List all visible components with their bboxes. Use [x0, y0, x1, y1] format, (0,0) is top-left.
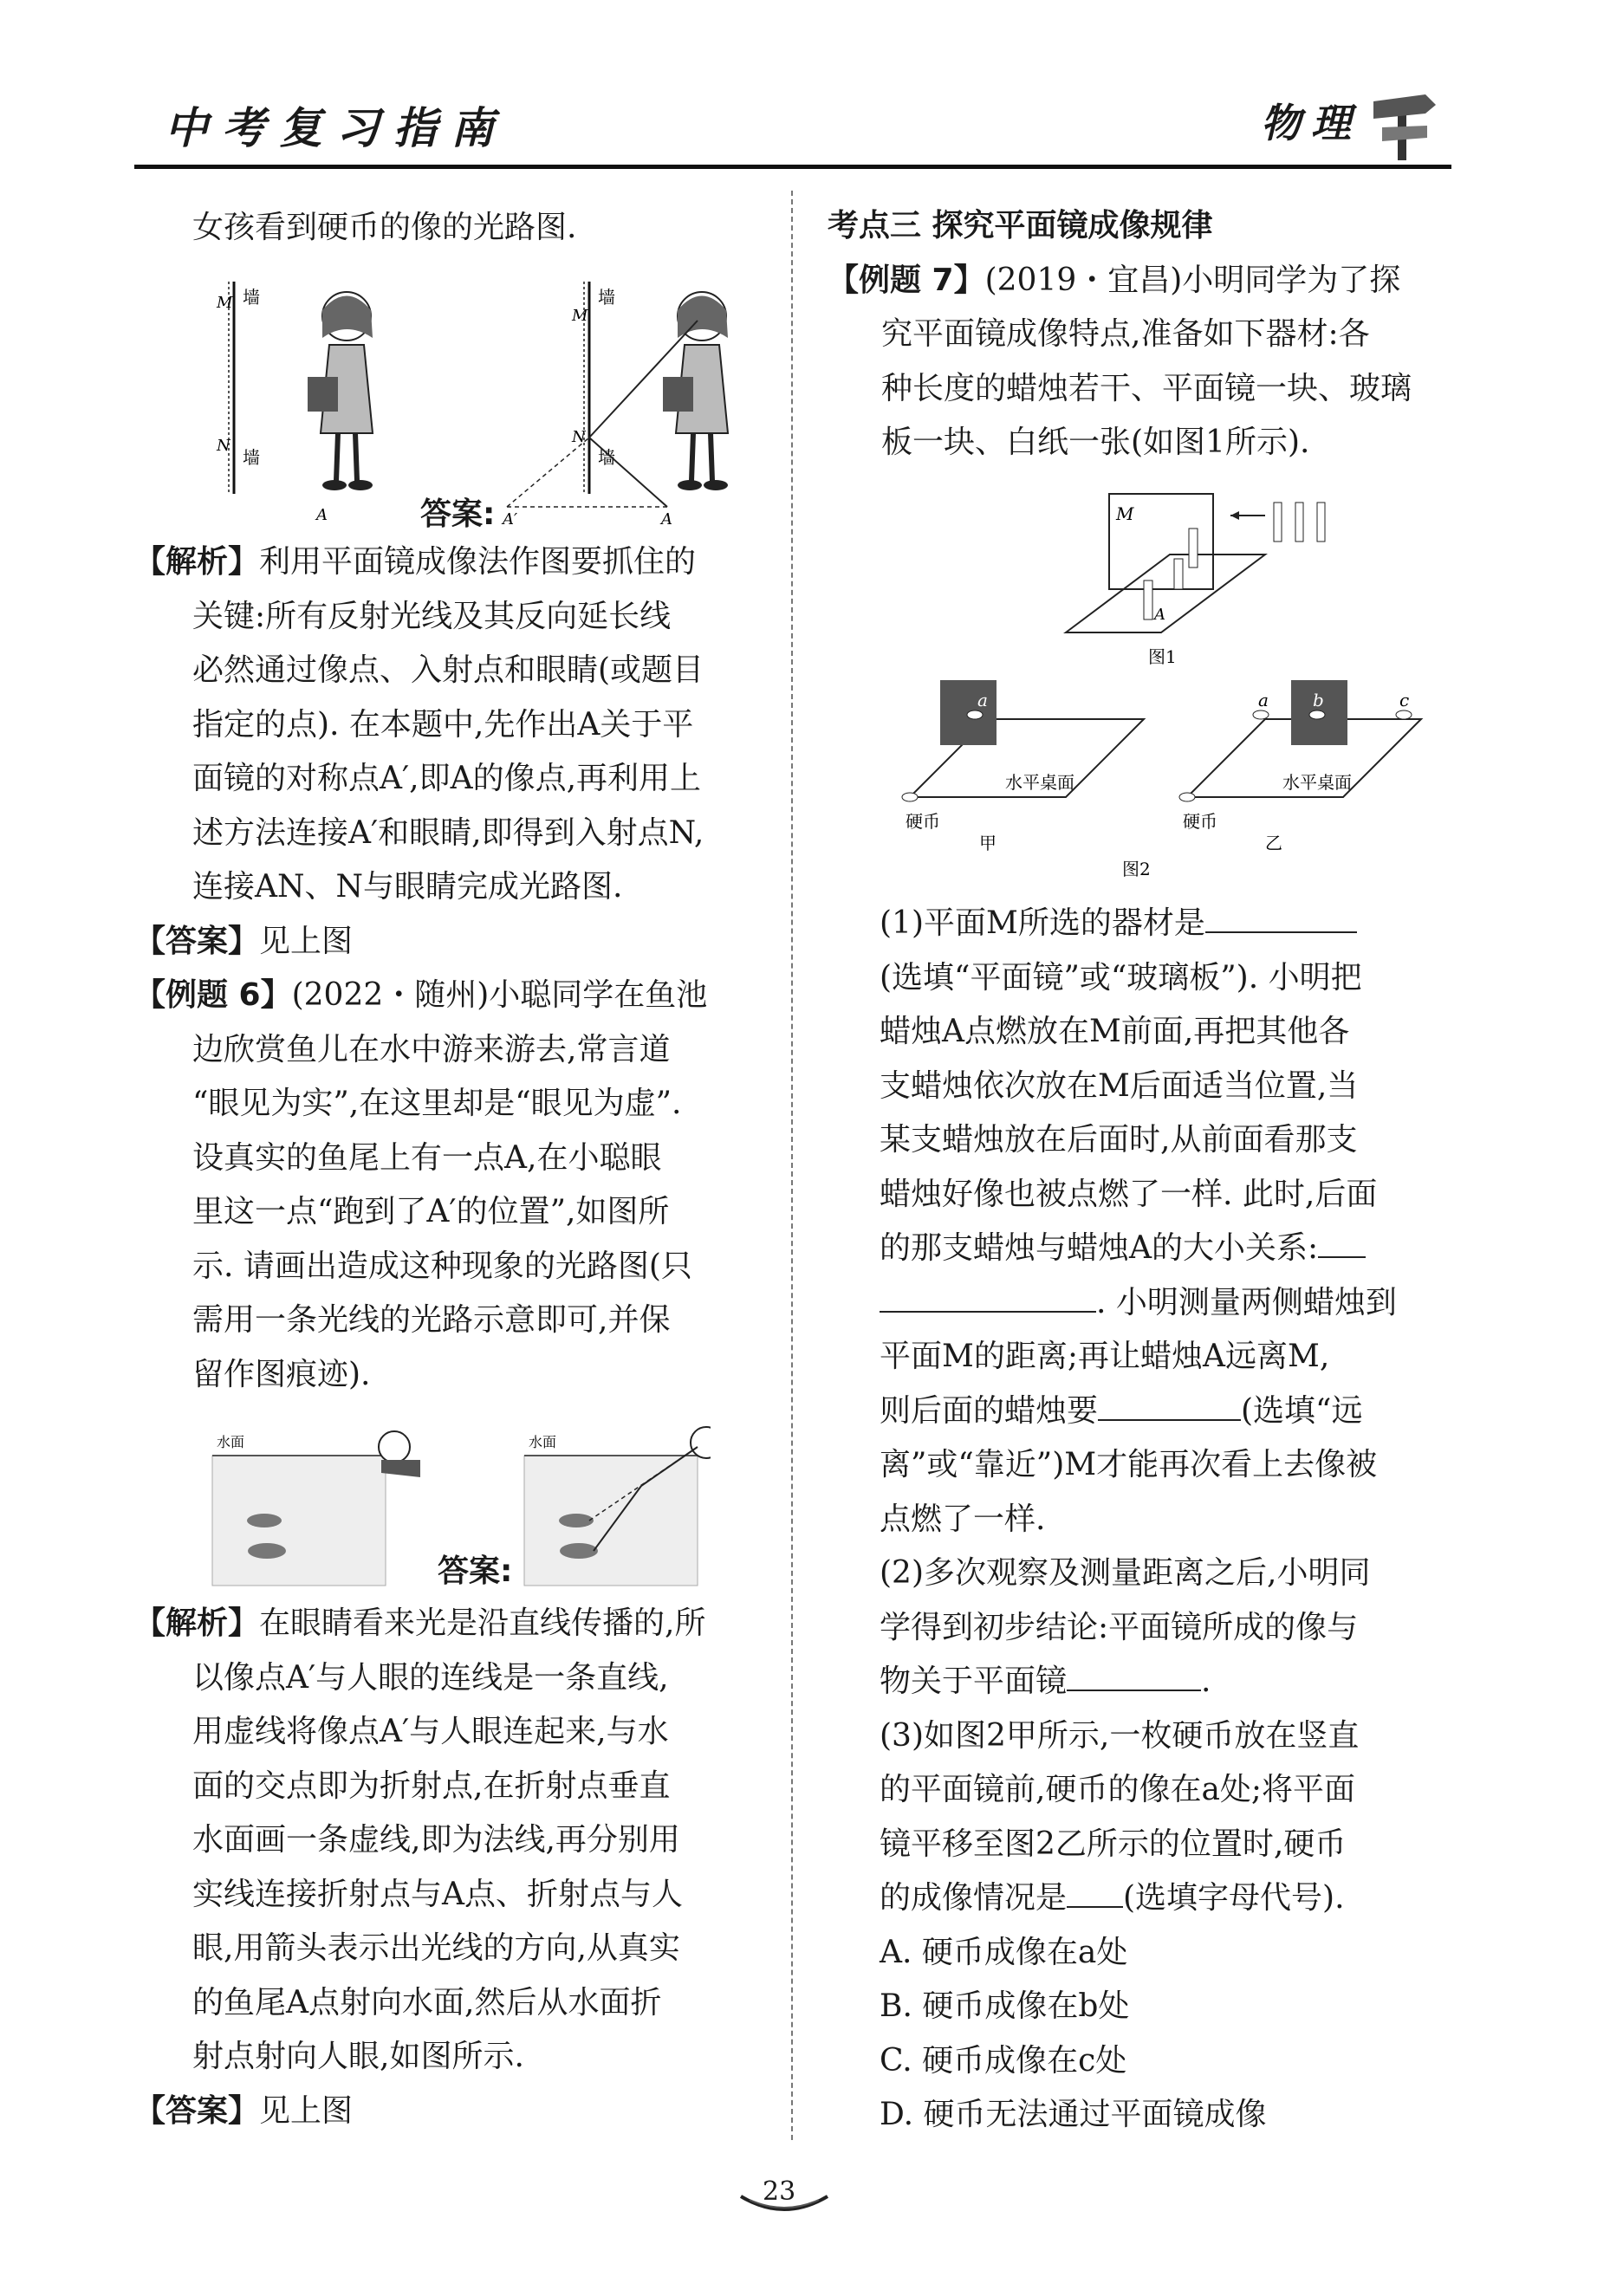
- blank-1[interactable]: [1205, 905, 1357, 933]
- svg-text:A: A: [316, 506, 328, 524]
- svg-text:b: b: [1313, 690, 1324, 710]
- section-title: 考点三 探究平面镜成像规律: [828, 208, 1213, 243]
- example-6-tag: 【例题 6】: [134, 977, 292, 1013]
- svg-text:水平桌面: 水平桌面: [1005, 772, 1074, 793]
- answer-tag-2: 【答案】: [134, 2092, 260, 2129]
- option-a[interactable]: A. 硬币成像在a处: [880, 1934, 1128, 1970]
- analysis-tag-2: 【解析】: [134, 1605, 260, 1641]
- option-d[interactable]: D. 硬币无法通过平面镜成像: [880, 2097, 1267, 2132]
- svg-text:A′: A′: [503, 510, 518, 529]
- signpost-icon: [1365, 82, 1443, 160]
- svg-text:水面: 水面: [217, 1434, 245, 1450]
- book-title: 中考复习指南: [165, 103, 508, 153]
- blank-4[interactable]: [1067, 1664, 1201, 1691]
- coin-mirror-figure: [893, 676, 1447, 884]
- example-7-tag: 【例题 7】: [828, 262, 985, 298]
- intro-text: 女孩看到硬币的像的光路图.: [192, 210, 577, 245]
- svg-text:乙: 乙: [1265, 833, 1282, 853]
- analysis-tag: 【解析】: [134, 544, 260, 580]
- candle-figure: [1057, 485, 1404, 676]
- svg-text:M: M: [572, 307, 588, 325]
- svg-text:M: M: [217, 294, 233, 312]
- svg-text:图2: 图2: [1122, 859, 1151, 879]
- svg-text:N: N: [217, 437, 230, 455]
- svg-text:N: N: [572, 428, 586, 446]
- svg-text:a: a: [1258, 690, 1269, 710]
- page-number: 23: [763, 2176, 796, 2207]
- analysis-2: 【解析】在眼睛看来光是沿直线传播的,所 以像点A′与人眼的连线是一条直线, 用虚线将像点A′与人眼连起来,与水 面的交点即为折射点,在折射点垂直 水面画一条虚线,即为法线,再分别用 实线连接折射点与A点、折射点与人 眼,用箭头表示出光线的方向,从真实 的鱼尾A点射向水面,然后从水面折 射点射向人眼,如图所示. 【答案】见上图: [134, 1605, 706, 2129]
- svg-text:水平桌面: 水平桌面: [1282, 772, 1352, 793]
- question-block: (1)平面M所选的器材是 (选填“平面镜”或“玻璃板”). 小明把 蜡烛A点燃放在M前面,再把其他各 支蜡烛依次放在M后面适当位置,当 某支蜡烛放在后面时,从前面看那支 蜡烛好像也被点燃了一样. 此时,后面 的那支蜡烛与蜡烛A的大小关系: . 小明测量两侧蜡烛到 平面M的距离;再让蜡烛A远离M, 则后面的蜡烛要 (选填“远 离”或“靠近”)M才能再次看上去像被 点燃了一样. (2)多次观察及测量距离之后,小明同 学得到初步结论:平面镜所成的像与 物关于平面镜 . (3)如图2甲所示,一枚硬币放在竖直 的平面镜前,硬币的像在a处;将平面 镜平移至图2乙所示的位置时,硬币 的成像情况是 (选填字母代号). A. 硬币成像在a处 B. 硬币成像在b处 C. 硬币成像在c处 D. 硬币无法通过平面镜成像: [880, 905, 1397, 2132]
- blank-3[interactable]: [1098, 1393, 1241, 1421]
- girl-icon: [308, 292, 373, 490]
- wall-label-bottom: 墙: [243, 447, 260, 468]
- blank-2b[interactable]: [880, 1285, 1096, 1313]
- option-b[interactable]: B. 硬币成像在b处: [880, 1988, 1130, 2024]
- wall-label-top: 墙: [243, 287, 260, 308]
- blank-5[interactable]: [1067, 1880, 1123, 1908]
- answer-tag-1: 【答案】: [134, 923, 260, 959]
- svg-text:a: a: [977, 690, 988, 710]
- right-top-text: 考点三 探究平面镜成像规律 【例题 7】(2019・宜昌)小明同学为了探 究平面镜成像特点,准备如下器材:各 种长度的蜡烛若干、平面镜一块、玻璃 板一块、白纸一张(如图1所示).: [828, 208, 1412, 460]
- svg-text:甲: 甲: [979, 833, 997, 853]
- svg-text:M: M: [1116, 503, 1134, 524]
- svg-text:A: A: [661, 510, 672, 529]
- column-divider: [791, 191, 793, 2140]
- svg-text:墙: 墙: [598, 447, 615, 468]
- svg-text:c: c: [1399, 690, 1410, 710]
- answer-label-1: 答案:: [420, 496, 496, 532]
- answer-label-2: 答案:: [438, 1553, 513, 1589]
- svg-text:A: A: [1154, 606, 1165, 624]
- svg-text:水面: 水面: [529, 1434, 557, 1450]
- svg-text:墙: 墙: [598, 287, 615, 308]
- blank-2a[interactable]: [1318, 1230, 1366, 1258]
- subject-title: 物理: [1261, 100, 1361, 146]
- svg-text:图1: 图1: [1148, 646, 1177, 667]
- header-rule: [134, 165, 1451, 169]
- analysis-1: 【解析】利用平面镜成像法作图要抓住的 关键:所有反射光线及其反向延长线 必然通过像点、入射点和眼睛(或题目 指定的点). 在本题中,先作出A关于平 面镜的对称点A′,即A的像点,再利用上 述方法连接A′和眼睛,即得到入射点N, 连接AN、N与眼睛完成光路图. 【答案】见上图 【例题 6】(2022・随州)小聪同学在鱼池 边欣赏鱼儿在水中游来游去,常言道 “眼见为实”,在这里却是“眼见为虚”. 设真实的鱼尾上有一点A,在小聪眼 里这一点“跑到了A′的位置”,如图所 示. 请画出造成这种现象的光路图(只 需用一条光线的光路示意即可,并保 留作图痕迹).: [134, 544, 708, 1392]
- svg-text:硬币: 硬币: [906, 811, 940, 832]
- svg-text:硬币: 硬币: [1183, 811, 1217, 832]
- option-c[interactable]: C. 硬币成像在c处: [880, 2042, 1127, 2079]
